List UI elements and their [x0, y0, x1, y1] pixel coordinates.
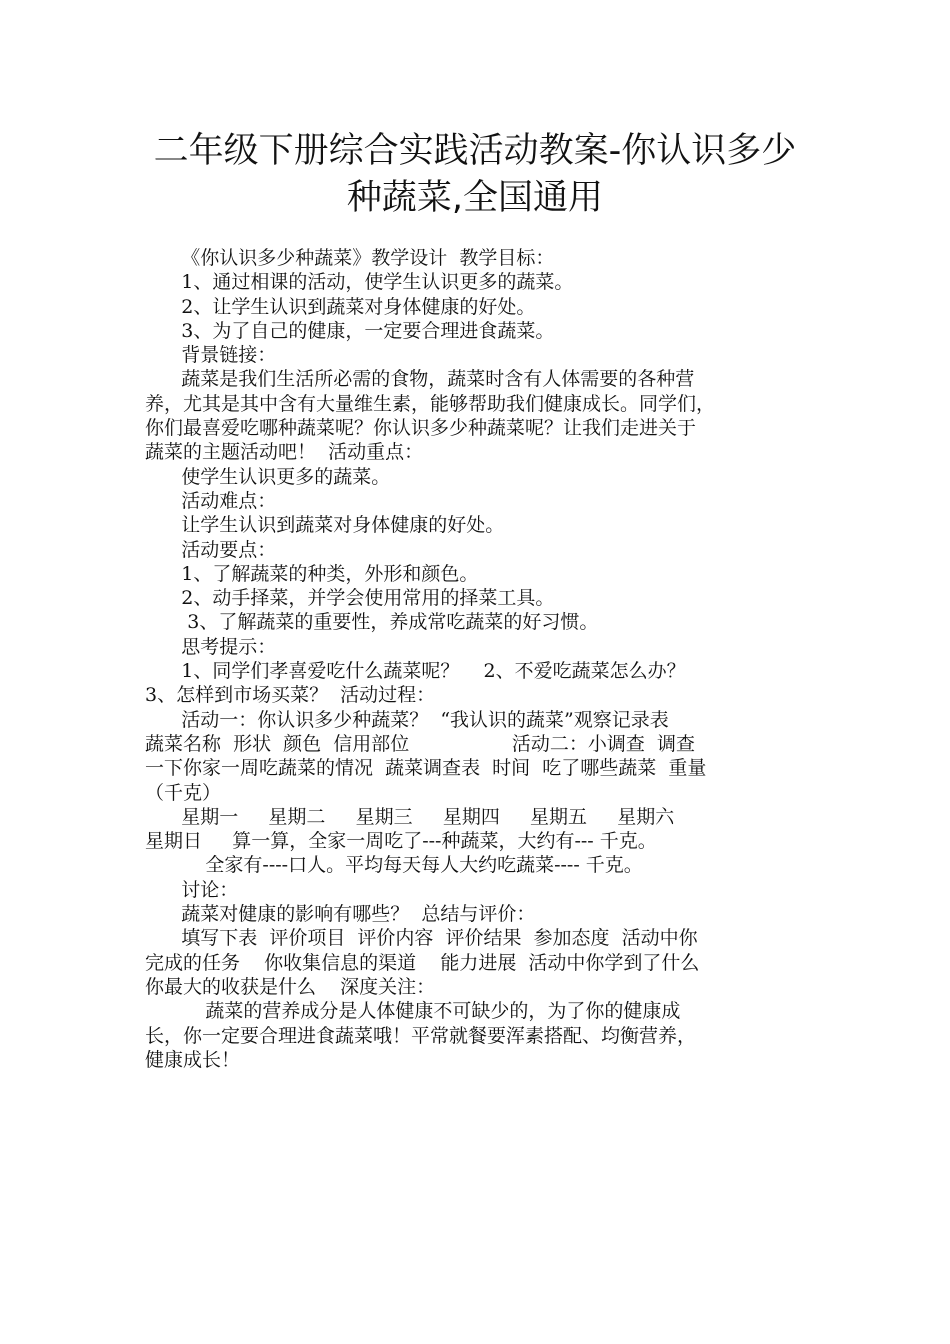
body-line: 蔬菜是我们生活所必需的食物，蔬菜时含有人体需要的各种营	[145, 368, 695, 391]
body-line: 蔬菜名称 形状 颜色 信用部位 活动二：小调查 调查	[145, 732, 695, 755]
body-line: 活动要点：	[145, 538, 277, 561]
body-line: 讨论：	[145, 878, 239, 901]
body-line: 活动难点：	[145, 489, 277, 512]
body-line: 3、怎样到市场买菜？ 活动过程：	[145, 684, 436, 707]
body-line: 让学生认识到蔬菜对身体健康的好处。	[145, 514, 505, 537]
body-line: 使学生认识更多的蔬菜。	[145, 465, 391, 488]
body-line: 填写下表 评价项目 评价内容 评价结果 参加态度 活动中你	[145, 927, 698, 950]
body-line: 蔬菜的主题活动吧！ 活动重点：	[145, 441, 424, 464]
body-line: 1、了解蔬菜的种类，外形和颜色。	[145, 562, 479, 585]
body-line: 星期一 星期二 星期三 星期四 星期五 星期六	[145, 805, 675, 828]
document-title-line-2: 种蔬菜,全国通用	[346, 178, 604, 218]
body-line: 活动一：你认识多少种蔬菜？ “我认识的蔬菜”观察记录表	[145, 708, 669, 731]
body-line: 健康成长！	[145, 1048, 241, 1071]
body-line: 一下你家一周吃蔬菜的情况 蔬菜调查表 时间 吃了哪些蔬菜 重量	[145, 757, 707, 780]
body-line: 1、通过相课的活动，使学生认识更多的蔬菜。	[145, 271, 574, 294]
document-body	[145, 246, 813, 1072]
body-line: 思考提示：	[145, 635, 277, 658]
body-line: 蔬菜对健康的影响有哪些？ 总结与评价：	[145, 903, 536, 926]
body-line: 背景链接：	[145, 344, 277, 367]
body-line: 1、同学们孝喜爱吃什么蔬菜呢？ 2、不爱吃蔬菜怎么办？	[145, 660, 686, 683]
body-line: 完成的任务 你收集信息的渠道 能力进展 活动中你学到了什么	[145, 951, 700, 974]
body-line: 全家有----口人。平均每天每人大约吃蔬菜---- 千克。	[145, 854, 643, 877]
body-line: 你们最喜爱吃哪种蔬菜呢？你认识多少种蔬菜呢？让我们走进关于	[145, 417, 697, 440]
document-title-line-1: 二年级下册综合实践活动教案-你认识多少	[153, 131, 797, 171]
body-line: 长，你一定要合理进食蔬菜哦！平常就餐要浑素搭配、均衡营养，	[145, 1024, 697, 1047]
body-line: （千克）	[145, 781, 222, 804]
body-line: 3、为了自己的健康，一定要合理进食蔬菜。	[145, 319, 555, 342]
body-line: 3、了解蔬菜的重要性，养成常吃蔬菜的好习惯。	[145, 611, 599, 634]
body-line: 养，尤其是其中含有大量维生素，能够帮助我们健康成长。同学们，	[145, 392, 716, 415]
body-line: 你最大的收获是什么 深度关注：	[145, 975, 436, 998]
body-line: 2、让学生认识到蔬菜对身体健康的好处。	[145, 295, 536, 318]
body-line: 2、动手择菜，并学会使用常用的择菜工具。	[145, 587, 555, 610]
body-line: 蔬菜的营养成分是人体健康不可缺少的，为了你的健康成	[145, 1000, 681, 1023]
body-line: 《你认识多少种蔬菜》教学设计 教学目标：	[145, 247, 555, 269]
body-line: 星期日 算一算，全家一周吃了---种蔬菜，大约有--- 千克。	[145, 830, 657, 853]
